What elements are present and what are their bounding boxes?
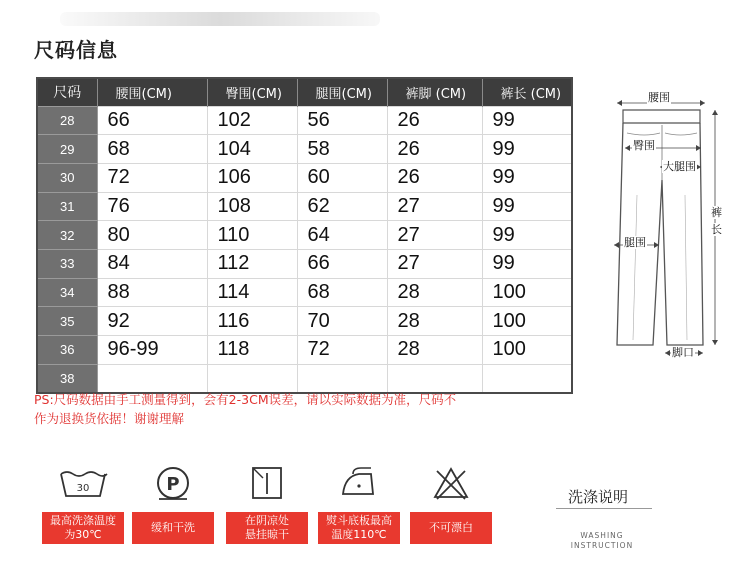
top-blur-bar [60, 12, 380, 26]
hem-cell: 27 [387, 249, 482, 278]
header-hem: 裤脚 (CM) [387, 78, 482, 106]
length-cell: 99 [482, 249, 572, 278]
size-cell: 34 [37, 278, 97, 307]
hip-label: 臀围 [633, 139, 655, 152]
dry-clean-p-icon [132, 462, 214, 504]
header-waist: 腰围(CM) [97, 78, 207, 106]
hem-cell: 26 [387, 163, 482, 192]
length-cell: 99 [482, 163, 572, 192]
table-row [37, 364, 572, 393]
hem-cell: 28 [387, 307, 482, 336]
waist-cell: 92 [97, 307, 207, 336]
leg-cell: 66 [297, 249, 387, 278]
care-dry-clean-text [132, 512, 214, 544]
wash-sub-line2: INSTRUCTION [570, 541, 634, 550]
leg-cell: 56 [297, 106, 387, 135]
length-cell [482, 364, 572, 393]
length-cell: 99 [482, 106, 572, 135]
table-row [37, 192, 572, 221]
line-dry-shade-icon [226, 462, 308, 504]
waist-cell: 88 [97, 278, 207, 307]
hip-cell [207, 364, 297, 393]
pants-diagram [605, 85, 735, 369]
care-iron-line1: 熨斗底板最高 [326, 514, 392, 527]
leg-cell: 68 [297, 278, 387, 307]
table-row [37, 163, 572, 192]
wash-instruction-title: 洗涤说明 [568, 488, 629, 506]
size-cell: 29 [37, 135, 97, 164]
waist-cell: 84 [97, 249, 207, 278]
size-note-line1: PS:尺码数据由手工测量得到，会有2-3CM误差，请以实际数据为准，尺码不 [34, 392, 457, 407]
hip-cell: 110 [207, 221, 297, 250]
care-dry-clean [132, 462, 214, 544]
table-row [37, 278, 572, 307]
size-cell: 30 [37, 163, 97, 192]
hip-cell: 102 [207, 106, 297, 135]
hip-cell: 104 [207, 135, 297, 164]
size-table [36, 77, 573, 394]
wash-sub-line1: WASHING [580, 531, 624, 540]
care-no-bleach-text [410, 512, 492, 544]
waist-cell: 68 [97, 135, 207, 164]
length-cell: 99 [482, 192, 572, 221]
wash-instruction-subtitle [566, 531, 638, 551]
leg-cell: 70 [297, 307, 387, 336]
header-length: 裤长 (CM) [482, 78, 572, 106]
header-hip: 臀围(CM) [207, 78, 297, 106]
care-no-bleach [410, 462, 492, 544]
wash-30-icon [42, 462, 124, 504]
size-note-line2: 作为退换货依据！谢谢理解 [34, 411, 185, 426]
leg-cell: 60 [297, 163, 387, 192]
length-label-2: 长 [711, 223, 722, 236]
size-cell: 33 [37, 249, 97, 278]
waist-cell: 80 [97, 221, 207, 250]
waist-cell [97, 364, 207, 393]
care-iron-text [318, 512, 400, 544]
table-row [37, 106, 572, 135]
table-row [37, 336, 572, 365]
hem-cell: 26 [387, 106, 482, 135]
leg-cell: 64 [297, 221, 387, 250]
length-cell: 100 [482, 336, 572, 365]
dry-clean-letter: P [166, 474, 180, 495]
iron-icon [318, 462, 400, 504]
length-cell: 99 [482, 135, 572, 164]
size-cell: 36 [37, 336, 97, 365]
hem-cell: 26 [387, 135, 482, 164]
length-cell: 99 [482, 221, 572, 250]
hip-cell: 114 [207, 278, 297, 307]
waist-cell: 72 [97, 163, 207, 192]
care-no-bleach-line1: 不可漂白 [429, 521, 473, 534]
hem-cell: 28 [387, 278, 482, 307]
no-bleach-icon [410, 462, 492, 504]
length-cell: 100 [482, 278, 572, 307]
leg-cell: 62 [297, 192, 387, 221]
length-label-1: 裤 [711, 206, 722, 219]
hip-cell: 108 [207, 192, 297, 221]
hem-cell: 27 [387, 221, 482, 250]
hem-cell: 27 [387, 192, 482, 221]
hip-cell: 106 [207, 163, 297, 192]
waist-cell: 76 [97, 192, 207, 221]
size-cell: 31 [37, 192, 97, 221]
hem-cell [387, 364, 482, 393]
size-note [34, 390, 494, 428]
hem-cell: 28 [387, 336, 482, 365]
care-line-dry-line2: 悬挂晾干 [245, 528, 289, 541]
table-row [37, 135, 572, 164]
leg-label: 腿围 [624, 236, 646, 249]
header-size: 尺码 [37, 78, 97, 106]
leg-cell: 58 [297, 135, 387, 164]
care-line-dry-text [226, 512, 308, 544]
care-wash-line2: 为30℃ [64, 528, 102, 541]
size-cell: 28 [37, 106, 97, 135]
size-cell: 32 [37, 221, 97, 250]
care-wash-line1: 最高洗涤温度 [50, 514, 116, 527]
table-row [37, 307, 572, 336]
leg-cell [297, 364, 387, 393]
waist-label: 腰围 [648, 91, 670, 104]
wash-divider [556, 508, 652, 509]
wash-temp-text: 30 [76, 483, 90, 494]
care-wash-30-text [42, 512, 124, 544]
size-cell: 38 [37, 364, 97, 393]
care-line-dry-line1: 在阴凉处 [245, 514, 289, 527]
care-line-dry [226, 462, 308, 544]
hip-cell: 118 [207, 336, 297, 365]
length-cell: 100 [482, 307, 572, 336]
care-iron-line2: 温度110℃ [331, 528, 387, 541]
thigh-label: 大腿围 [663, 160, 696, 173]
hip-cell: 116 [207, 307, 297, 336]
hip-cell: 112 [207, 249, 297, 278]
size-cell: 35 [37, 307, 97, 336]
table-header-row [37, 78, 572, 106]
care-iron [318, 462, 400, 544]
care-dry-line1: 缓和干洗 [151, 521, 195, 534]
waist-cell: 66 [97, 106, 207, 135]
care-wash-30 [42, 462, 124, 544]
page-title: 尺码信息 [34, 38, 118, 62]
table-row [37, 249, 572, 278]
hem-label: 脚口 [672, 346, 694, 359]
leg-cell: 72 [297, 336, 387, 365]
header-leg: 腿围(CM) [297, 78, 387, 106]
waist-cell: 96-99 [97, 336, 207, 365]
table-row [37, 221, 572, 250]
